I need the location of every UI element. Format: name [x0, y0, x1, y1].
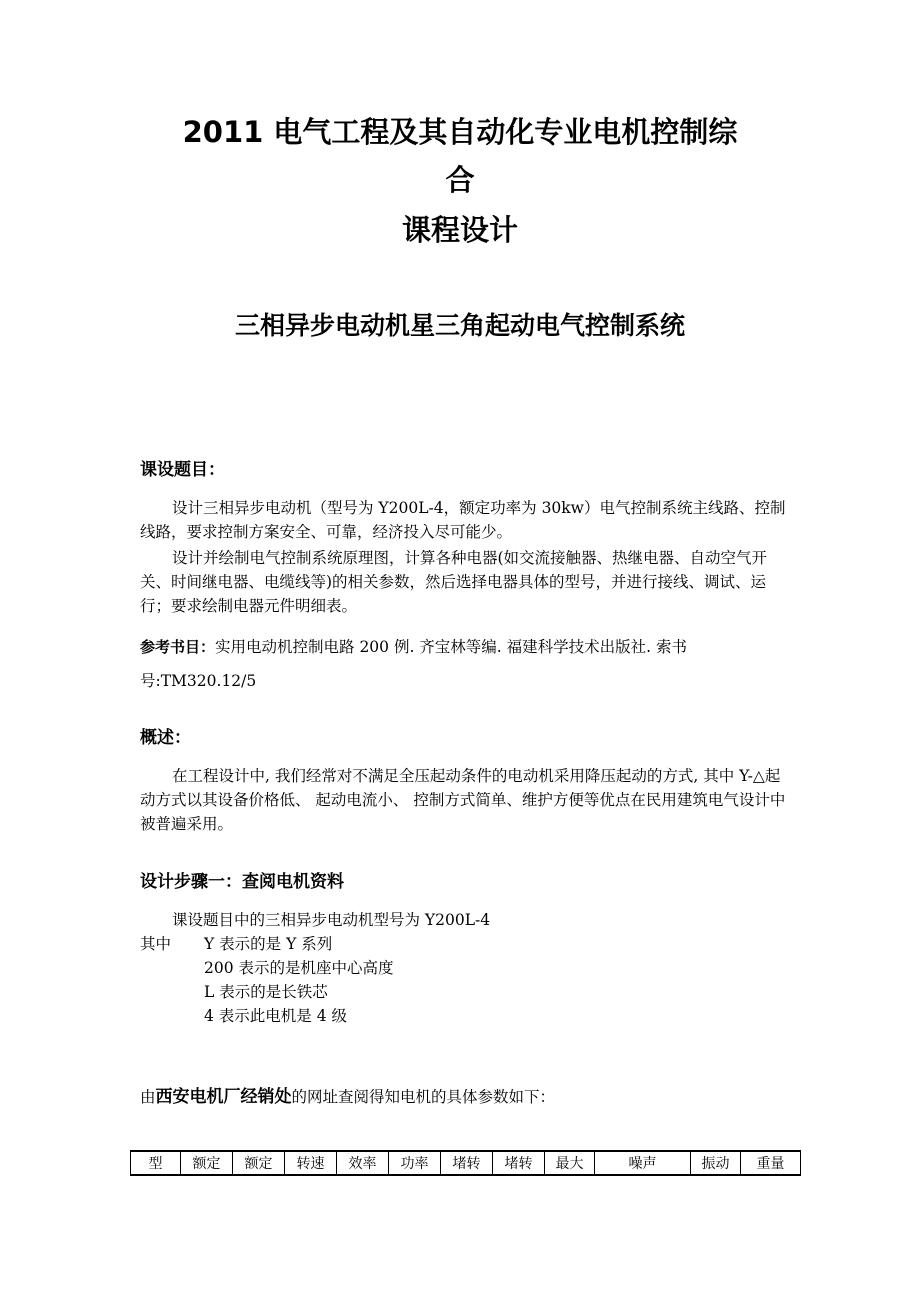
source-post: 的网址查阅得知电机的具体参数如下： [291, 1088, 556, 1106]
table-header-cell: 额定 [233, 1151, 285, 1175]
document-title-line-3: 课程设计 [401, 213, 518, 247]
document-title-line-1: 2011 电气工程及其自动化专业电机控制综 [182, 115, 738, 149]
step1-item-4: 4 表示此电机是 4 级 [204, 1007, 348, 1025]
table-header-cell: 振动 [691, 1151, 741, 1175]
source-line [140, 1085, 555, 1109]
table-header-row [131, 1151, 801, 1175]
document-title-line-2: 合 [445, 163, 475, 197]
step1-heading: 设计步骤一：查阅电机资料 [140, 872, 344, 892]
topic-paragraph-1: 设计三相异步电动机（型号为 Y200L-4，额定功率为 30kw）电气控制系统主线路、控制线路，要求控制方案安全、可靠，经济投入尽可能少。 [140, 499, 786, 541]
reference-paragraph [140, 630, 790, 698]
reference-text: 实用电动机控制电路 200 例. 齐宝林等编. 福建科学技术出版社. 索书号:TM320.12/5 [140, 638, 688, 690]
table-header-cell: 堵转 [441, 1151, 493, 1175]
table-header-cell: 重量 [741, 1151, 801, 1175]
reference-label: 参考书目： [140, 638, 216, 656]
table-header-cell: 转速 [285, 1151, 337, 1175]
overview-paragraph: 在工程设计中, 我们经常对不满足全压起动条件的电动机采用降压起动的方式, 其中 Y-△起动方式以其设备价格低、 起动电流小、 控制方式简单、维护方便等优点在民用建筑电气设计中被普遍采用。 [140, 767, 786, 833]
table-header-cell: 最大 [545, 1151, 595, 1175]
overview-heading: 概述： [140, 728, 191, 748]
table-header-cell: 堵转 [493, 1151, 545, 1175]
motor-parameter-table [130, 1150, 801, 1176]
table-header-cell: 效率 [337, 1151, 389, 1175]
document-subtitle: 三相异步电动机星三角起动电气控制系统 [234, 311, 685, 340]
topic-heading: 课设题目： [140, 460, 225, 480]
step1-item-1: Y 表示的是 Y 系列 [204, 935, 333, 953]
table-header-cell: 功率 [389, 1151, 441, 1175]
topic-paragraph-2: 设计并绘制电气控制系统原理图，计算各种电器(如交流接触器、热继电器、自动空气开关、时间继电器、电缆线等)的相关参数，然后选择电器具体的型号，并进行接线、调试、运行；要求绘制电器元件明细表。 [140, 549, 768, 615]
source-pre: 由 [140, 1088, 156, 1106]
step1-item-3: L 表示的是长铁芯 [204, 983, 328, 1001]
source-company: 西安电机厂经销处 [155, 1087, 292, 1107]
step1-prefix: 其中 [140, 935, 172, 953]
step1-item-2: 200 表示的是机座中心高度 [204, 959, 394, 977]
table-header-cell: 额定 [181, 1151, 233, 1175]
table-header-cell: 型 [131, 1151, 181, 1175]
step1-intro: 课设题目中的三相异步电动机型号为 Y200L-4 [172, 911, 491, 929]
table-header-cell: 噪声 [595, 1151, 691, 1175]
